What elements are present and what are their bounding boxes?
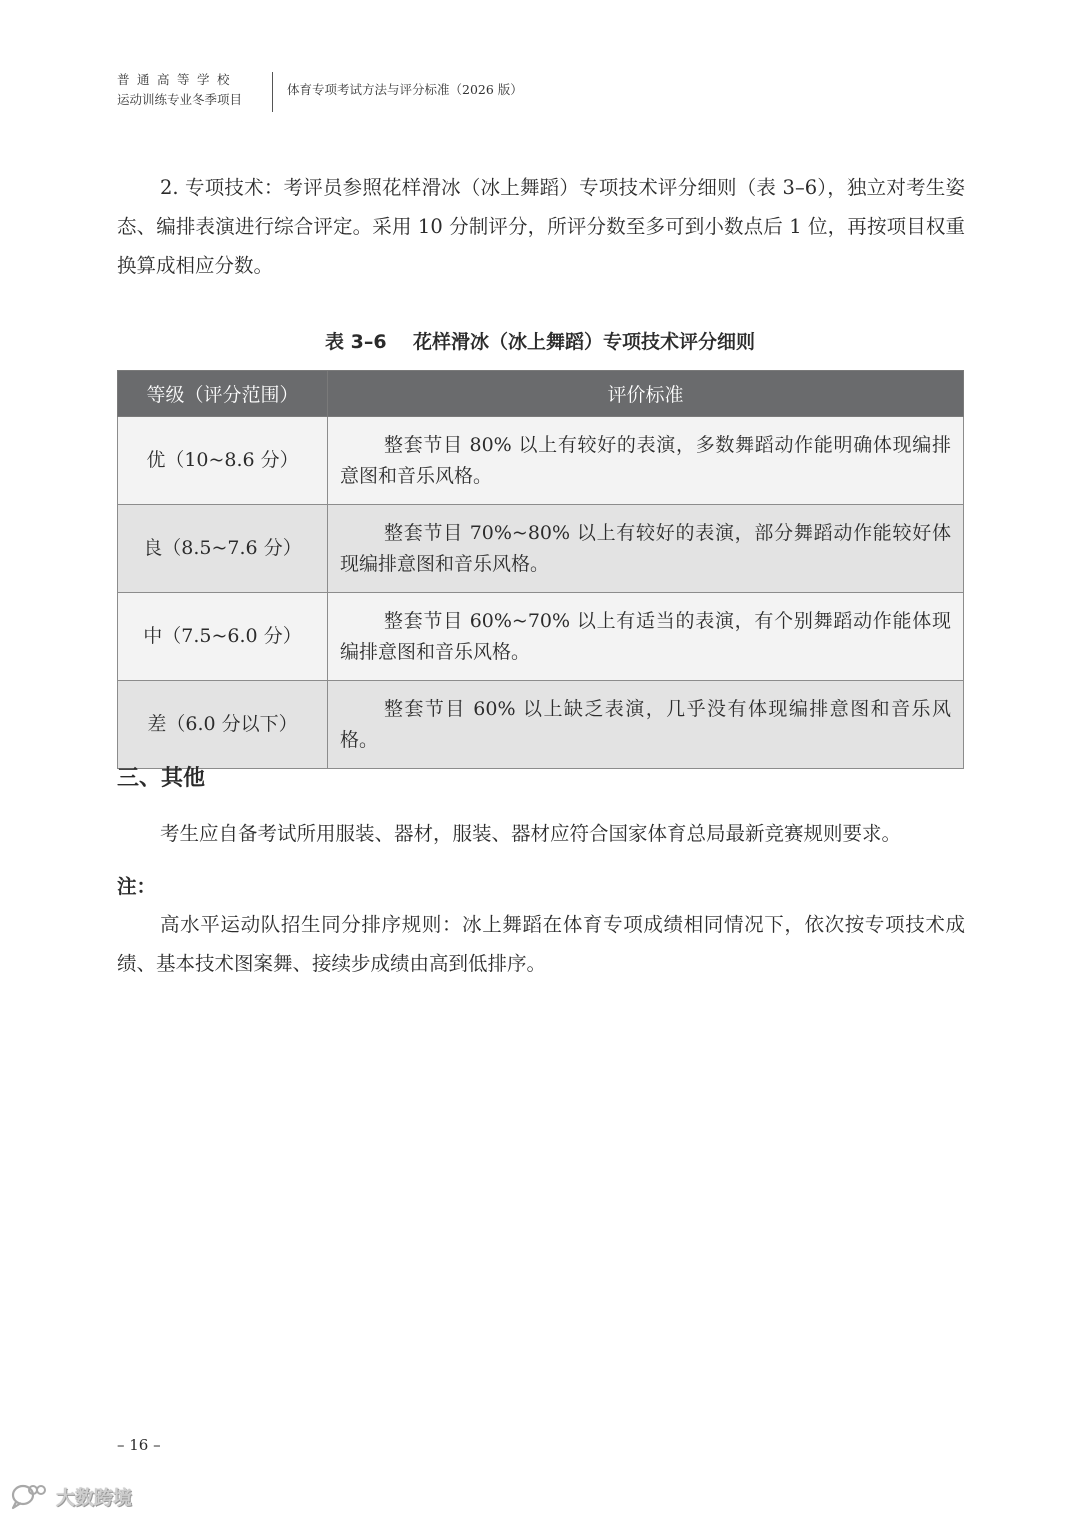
table-row	[118, 505, 964, 593]
grade-cell: 差（6.0 分以下）	[118, 681, 328, 769]
table-row	[118, 417, 964, 505]
table-row	[118, 593, 964, 681]
table-row	[118, 681, 964, 769]
book-title: 体育专项考试方法与评分标准（2026 版）	[287, 82, 523, 97]
criteria-cell: 整套节目 60%~70% 以上有适当的表演，有个别舞蹈动作能体现编排意图和音乐风格。	[328, 593, 964, 681]
header-divider	[272, 72, 273, 112]
section-paragraph: 考生应自备考试所用服装、器材，服装、器材应符合国家体育总局最新竞赛规则要求。	[160, 822, 902, 845]
note-label: 注：	[117, 875, 157, 898]
section-heading: 三、其他	[117, 765, 206, 791]
grade-cell: 中（7.5~6.0 分）	[118, 593, 328, 681]
criteria-cell: 整套节目 80% 以上有较好的表演，多数舞蹈动作能明确体现编排意图和音乐风格。	[328, 417, 964, 505]
grade-cell: 优（10~8.6 分）	[118, 417, 328, 505]
watermark-text: 大数跨境	[56, 1486, 133, 1509]
table-header-row	[118, 371, 964, 417]
chat-bubble-logo-icon	[10, 1482, 50, 1510]
series-title	[117, 70, 267, 110]
series-line-2: 运动训练专业冬季项目	[117, 92, 243, 107]
header-criteria: 评价标准	[328, 371, 964, 417]
intro-paragraph: 2. 专项技术：考评员参照花样滑冰（冰上舞蹈）专项技术评分细则（表 3–6），独立对考生姿态、编排表演进行综合评定。采用 10 分制评分，所评分数至多可到小数点后 1 位，再按项目权重换算成相应分数。	[117, 176, 965, 277]
table-caption: 表 3–6 花样滑冰（冰上舞蹈）专项技术评分细则	[324, 331, 755, 353]
criteria-cell: 整套节目 60% 以上缺乏表演，几乎没有体现编排意图和音乐风格。	[328, 681, 964, 769]
grade-cell: 良（8.5~7.6 分）	[118, 505, 328, 593]
watermark	[10, 1478, 132, 1514]
criteria-cell: 整套节目 70%~80% 以上有较好的表演，部分舞蹈动作能较好体现编排意图和音乐风格。	[328, 505, 964, 593]
page-number: – 16 –	[117, 1436, 161, 1454]
scoring-table	[117, 370, 964, 769]
series-line-1: 普通高等学校	[117, 72, 238, 87]
header-grade: 等级（评分范围）	[118, 371, 328, 417]
note-paragraph: 高水平运动队招生同分排序规则：冰上舞蹈在体育专项成绩相同情况下，依次按专项技术成绩、基本技术图案舞、接续步成绩由高到低排序。	[117, 913, 965, 975]
